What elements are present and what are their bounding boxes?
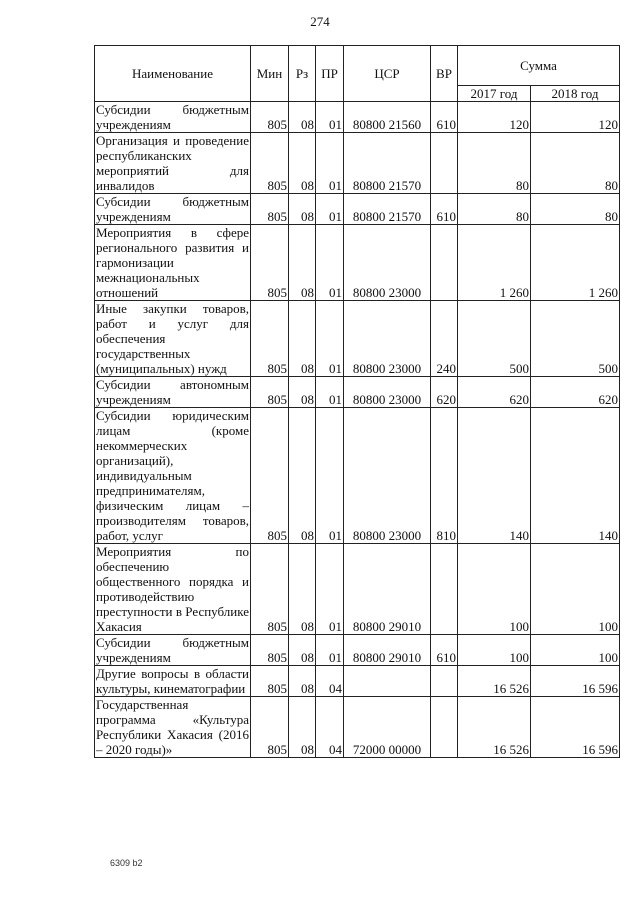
row-csr: 80800 21570 xyxy=(344,133,431,194)
row-name: Субсидии бюджетным учреждениям xyxy=(96,194,249,224)
header-rz: Рз xyxy=(289,46,316,102)
header-csr: ЦСР xyxy=(344,46,431,102)
header-name: Наименование xyxy=(95,46,251,102)
row-rz: 08 xyxy=(289,544,316,635)
table-row xyxy=(95,697,620,758)
row-min: 805 xyxy=(251,377,289,408)
table-row xyxy=(95,225,620,301)
row-sum-2017: 80 xyxy=(458,194,531,225)
row-sum-2018: 100 xyxy=(531,544,620,635)
row-vr: 240 xyxy=(431,301,458,377)
row-sum-2018: 16 596 xyxy=(531,666,620,697)
table-row xyxy=(95,635,620,666)
row-vr xyxy=(431,697,458,758)
row-name: Иные закупки товаров, работ и услуг для обеспечения государственных (муниципальных) нужд xyxy=(96,301,249,376)
row-pr: 01 xyxy=(316,377,344,408)
table-row xyxy=(95,133,620,194)
row-rz: 08 xyxy=(289,408,316,544)
row-name: Другие вопросы в области культуры, кинематографии xyxy=(96,666,249,696)
row-csr: 80800 29010 xyxy=(344,544,431,635)
row-pr: 01 xyxy=(316,544,344,635)
row-rz: 08 xyxy=(289,102,316,133)
row-rz: 08 xyxy=(289,194,316,225)
row-name: Государственная программа «Культура Республики Хакасия (2016 – 2020 годы)» xyxy=(96,697,249,757)
row-sum-2018: 140 xyxy=(531,408,620,544)
row-name: Мероприятия по обеспечению общественного порядка и противодействию преступности в Республике Хакасия xyxy=(96,544,249,634)
row-name: Организация и проведение республиканских мероприятий для инвалидов xyxy=(96,133,249,193)
row-rz: 08 xyxy=(289,225,316,301)
row-min: 805 xyxy=(251,408,289,544)
row-vr: 610 xyxy=(431,635,458,666)
row-sum-2017: 80 xyxy=(458,133,531,194)
row-min: 805 xyxy=(251,133,289,194)
row-sum-2018: 500 xyxy=(531,301,620,377)
row-pr: 01 xyxy=(316,194,344,225)
row-sum-2017: 16 526 xyxy=(458,666,531,697)
row-pr: 04 xyxy=(316,697,344,758)
row-sum-2018: 620 xyxy=(531,377,620,408)
row-sum-2017: 620 xyxy=(458,377,531,408)
row-rz: 08 xyxy=(289,133,316,194)
row-pr: 01 xyxy=(316,133,344,194)
table-row xyxy=(95,544,620,635)
row-vr: 610 xyxy=(431,194,458,225)
row-min: 805 xyxy=(251,194,289,225)
row-csr: 80800 23000 xyxy=(344,301,431,377)
header-year-2018: 2018 год xyxy=(531,86,620,102)
row-sum-2018: 120 xyxy=(531,102,620,133)
row-name: Субсидии автономным учреждениям xyxy=(96,377,249,407)
row-pr: 04 xyxy=(316,666,344,697)
table-row xyxy=(95,408,620,544)
row-vr: 620 xyxy=(431,377,458,408)
header-pr: ПР xyxy=(316,46,344,102)
row-min: 805 xyxy=(251,666,289,697)
row-sum-2018: 80 xyxy=(531,133,620,194)
row-min: 805 xyxy=(251,697,289,758)
row-name: Субсидии юридическим лицам (кроме некоммерческих организаций), индивидуальным предпринимателям, физическим лицам – производителям товаров, работ, услуг xyxy=(96,408,249,543)
row-sum-2017: 1 260 xyxy=(458,225,531,301)
row-vr: 610 xyxy=(431,102,458,133)
footer-code: 6309 b2 xyxy=(110,858,143,868)
row-sum-2017: 16 526 xyxy=(458,697,531,758)
table-row xyxy=(95,194,620,225)
row-rz: 08 xyxy=(289,635,316,666)
row-csr xyxy=(344,666,431,697)
row-csr: 80800 23000 xyxy=(344,408,431,544)
row-rz: 08 xyxy=(289,301,316,377)
row-sum-2017: 100 xyxy=(458,544,531,635)
row-sum-2018: 100 xyxy=(531,635,620,666)
row-min: 805 xyxy=(251,544,289,635)
row-sum-2017: 120 xyxy=(458,102,531,133)
row-sum-2017: 100 xyxy=(458,635,531,666)
budget-table xyxy=(94,45,620,758)
row-vr xyxy=(431,133,458,194)
table-row xyxy=(95,377,620,408)
row-csr: 80800 23000 xyxy=(344,377,431,408)
row-csr: 80800 23000 xyxy=(344,225,431,301)
row-csr: 80800 29010 xyxy=(344,635,431,666)
row-vr: 810 xyxy=(431,408,458,544)
row-pr: 01 xyxy=(316,408,344,544)
row-pr: 01 xyxy=(316,301,344,377)
header-year-2017: 2017 год xyxy=(458,86,531,102)
header-sum: Сумма xyxy=(458,46,620,86)
row-rz: 08 xyxy=(289,697,316,758)
row-pr: 01 xyxy=(316,102,344,133)
table-row xyxy=(95,102,620,133)
row-min: 805 xyxy=(251,301,289,377)
header-vr: ВР xyxy=(431,46,458,102)
row-sum-2018: 1 260 xyxy=(531,225,620,301)
row-csr: 80800 21570 xyxy=(344,194,431,225)
row-sum-2017: 140 xyxy=(458,408,531,544)
row-name: Мероприятия в сфере регионального развития и гармонизации межнациональных отношений xyxy=(96,225,249,300)
row-vr xyxy=(431,544,458,635)
row-pr: 01 xyxy=(316,635,344,666)
row-sum-2017: 500 xyxy=(458,301,531,377)
row-sum-2018: 80 xyxy=(531,194,620,225)
row-vr xyxy=(431,666,458,697)
row-rz: 08 xyxy=(289,666,316,697)
row-csr: 72000 00000 xyxy=(344,697,431,758)
row-pr: 01 xyxy=(316,225,344,301)
header-min: Мин xyxy=(251,46,289,102)
row-min: 805 xyxy=(251,102,289,133)
row-rz: 08 xyxy=(289,377,316,408)
table-row xyxy=(95,301,620,377)
row-vr xyxy=(431,225,458,301)
row-min: 805 xyxy=(251,225,289,301)
row-name: Субсидии бюджетным учреждениям xyxy=(96,102,249,132)
page-number: 274 xyxy=(310,14,330,29)
row-name: Субсидии бюджетным учреждениям xyxy=(96,635,249,665)
table-row xyxy=(95,666,620,697)
row-min: 805 xyxy=(251,635,289,666)
row-csr: 80800 21560 xyxy=(344,102,431,133)
row-sum-2018: 16 596 xyxy=(531,697,620,758)
